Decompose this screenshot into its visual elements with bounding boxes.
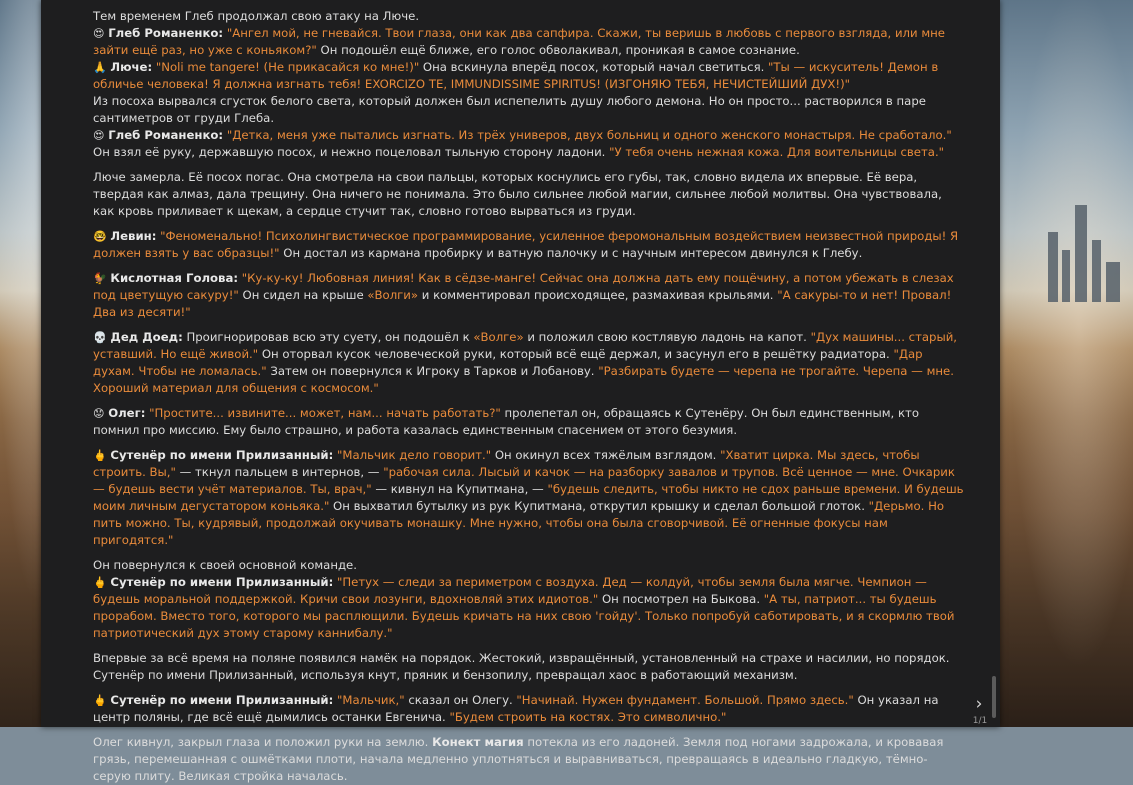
paragraph bbox=[93, 650, 965, 684]
middle-finger-icon: 🖕 bbox=[93, 576, 107, 589]
dialogue-quote: "У тебя очень нежная кожа. Для воительницы света." bbox=[609, 145, 945, 159]
speaker-name: Люче: bbox=[110, 60, 153, 74]
speaker-name: Дед Доед: bbox=[110, 330, 183, 344]
paragraph bbox=[93, 8, 965, 161]
narration-text: — кивнул на Купитмана, — bbox=[371, 482, 548, 496]
middle-finger-icon: 🖕 bbox=[93, 694, 107, 707]
page-counter: 1/1 bbox=[972, 716, 988, 726]
scrollbar[interactable] bbox=[992, 676, 996, 718]
paragraph bbox=[93, 734, 965, 785]
narration-text: Тем временем Глеб продолжал свою атаку на Люче. bbox=[93, 9, 420, 23]
dialogue-quote: "рабочая сила. Лысый и качок — на разборку завалов и трупов. Всё ценное — мне. Очкарик — будешь вести учёт материалов. Ты, врач," bbox=[93, 465, 955, 496]
paragraph bbox=[93, 329, 965, 397]
dialogue-quote: "Дух машины... старый, уставший. Но ещё живой." bbox=[93, 330, 958, 361]
magic-name: Конект магия bbox=[432, 735, 524, 749]
speaker-name: Сутенёр по имени Прилизанный: bbox=[110, 693, 334, 707]
dialogue-quote: "Ангел мой, не гневайся. Твои глаза, они как два сапфира. Скажи, ты веришь в любовь с первого взгляда, или мне зайти ещё раз, но уже с коньяком?" bbox=[93, 26, 945, 57]
narration-text: Он повернулся к своей основной команде. bbox=[93, 558, 357, 572]
narration-text: потекла из его ладоней. Земля под ногами задрожала, и кровавая грязь, перемешанная с ошмётками плоти, начала медленно уплотняться и выравниваться, превращаясь в идеально гладкую, тёмно-серую плиту. Великая стройка началась. bbox=[93, 735, 944, 783]
narration-text: Он достал из кармана пробирку и ватную палочку и с научным интересом двинулся к Глебу. bbox=[279, 246, 863, 260]
narration-text: и комментировал происходящее, размахивая крыльями. bbox=[418, 288, 778, 302]
dialogue-quote: "Простите... извините... может, нам... начать работать?" bbox=[149, 406, 501, 420]
dialogue-quote: "Мальчик," bbox=[337, 693, 405, 707]
narration-text: сказал он Олегу. bbox=[404, 693, 517, 707]
dialogue-quote: "Петух — следи за периметром с воздуха. Дед — колдуй, чтобы земля была мягче. Чемпион — будешь моральной поддержкой. Кричи свои лозунги, вдохновляй этих идиотов." bbox=[93, 575, 927, 606]
narration-text: Он посмотрел на Быкова. bbox=[598, 592, 764, 606]
narration-text: Он выхватил бутылку из рук Купитмана, открутил крышку и сделал большой глоток. bbox=[329, 499, 869, 513]
background-right-haze bbox=[998, 0, 1133, 727]
narration-text: Он оторвал кусок человеческой руки, который всё ещё держал, и засунул его в решётку радиатора. bbox=[258, 347, 894, 361]
dialogue-quote: "Начинай. Нужен фундамент. Большой. Прямо здесь." bbox=[516, 693, 854, 707]
narration-text: Впервые за всё время на поляне появился намёк на порядок. Жестокий, извращённый, установленный на страхе и насилии, но порядок. Сутенёр по имени Прилизанный, используя кнут, пряник и бензопилу, превращал хаос в работающий механизм. bbox=[93, 651, 950, 682]
background-spire bbox=[1106, 262, 1120, 302]
dialogue-quote: "Разбирать будете — черепа не трогайте. Черепа — мне. Хороший материал для общения с космосом." bbox=[93, 364, 954, 395]
narration-text: Затем он повернулся к Игроку в Тарков и Лобанову. bbox=[266, 364, 599, 378]
rooster-icon: 🐓 bbox=[93, 272, 107, 285]
dialogue-quote: "Noli me tangere! (Не прикасайся ко мне!)" bbox=[155, 60, 420, 74]
narration-text: Он указал на центр поляны, где всё ещё дымились останки Евгенича. bbox=[93, 693, 939, 724]
speaker-name: Кислотная Голова: bbox=[110, 271, 239, 285]
background-spire bbox=[1075, 205, 1087, 302]
car-name: «Волги» bbox=[367, 288, 419, 302]
smiling-face-with-heart-eyes-icon: 😍 bbox=[93, 27, 105, 40]
nerd-face-icon: 🤓 bbox=[93, 230, 107, 243]
speaker-name: Глеб Романенко: bbox=[108, 26, 224, 40]
paragraph bbox=[93, 405, 965, 439]
narration-text: пролепетал он, обращаясь к Сутенёру. Он был единственным, кто помнил про миссию. Ему было страшно, и работа казалась единственным спасением от этого безумия. bbox=[93, 406, 919, 437]
narration-text: Она вскинула вперёд посох, который начал светиться. bbox=[419, 60, 769, 74]
dialogue-quote: "Мальчик дело говорит." bbox=[337, 448, 492, 462]
speaker-name: Левин: bbox=[110, 229, 157, 243]
dialogue-quote: "Будем строить на костях. Это символично." bbox=[449, 710, 727, 724]
dialogue-quote: "Хватит цирка. Мы здесь, чтобы строить. Вы," bbox=[93, 448, 920, 479]
narration-text: Проигнорировав всю эту суету, он подошёл к bbox=[182, 330, 474, 344]
narration-text: — ткнул пальцем в интернов, — bbox=[175, 465, 384, 479]
narration-text: и положил свою костлявую ладонь на капот. bbox=[523, 330, 811, 344]
speaker-name: Сутенёр по имени Прилизанный: bbox=[110, 448, 334, 462]
paragraph bbox=[93, 228, 965, 262]
narration-text: Он подошёл ещё ближе, его голос обволакивал, проникая в самое сознание. bbox=[316, 43, 800, 57]
paragraph bbox=[93, 447, 965, 549]
paragraph bbox=[93, 692, 965, 726]
narration-text: Он окинул всех тяжёлым взглядом. bbox=[491, 448, 721, 462]
paragraph bbox=[93, 557, 965, 642]
narration-text: Он сидел на крыше bbox=[238, 288, 368, 302]
dialogue-quote: "Детка, меня уже пытались изгнать. Из трёх универов, двух больниц и одного женского монастыря. Не сработало." bbox=[226, 128, 952, 142]
paragraph bbox=[93, 169, 965, 220]
dialogue-quote: "Феноменально! Психолингвистическое программирование, усиленное феромональным воздействием неизвестной природы! Я должен взять у вас образцы!" bbox=[93, 229, 959, 260]
speaker-name: Сутенёр по имени Прилизанный: bbox=[110, 575, 334, 589]
speaker-name: Олег: bbox=[108, 406, 146, 420]
narration-text: Он взял её руку, державшую посох, и нежно поцеловал тыльную сторону ладони. bbox=[93, 145, 610, 159]
smiling-face-with-heart-eyes-icon: 😍 bbox=[93, 129, 105, 142]
background-spire bbox=[1062, 250, 1070, 302]
chevron-right-icon[interactable]: › bbox=[975, 694, 983, 714]
skeleton-icon: 💀 bbox=[93, 331, 107, 344]
dialogue-quote: "Ты — искуситель! Демон в обличье человека! Я должна изгнать тебя! EXORCIZO TE, IMMUNDISSIME SPIRITUS! (ИЗГОНЯЮ ТЕБЯ, НЕЧИСТЕЙШИЙ ДУХ!)" bbox=[93, 60, 939, 91]
message-content bbox=[93, 8, 965, 785]
worried-face-icon: 😟 bbox=[93, 407, 105, 420]
background-spire bbox=[1048, 232, 1058, 302]
background-spire bbox=[1092, 240, 1101, 302]
speaker-name: Глеб Романенко: bbox=[108, 128, 224, 142]
dialogue-quote: "Дар духам. Чтобы не ломалась." bbox=[93, 347, 923, 378]
chat-panel bbox=[41, 0, 1000, 783]
paragraph bbox=[93, 270, 965, 321]
middle-finger-icon: 🖕 bbox=[93, 449, 107, 462]
dialogue-quote: "А ты, патриот... ты будешь прорабом. Вместо того, которого мы расплющили. Будешь кричать на них свою 'гойду'. Только попробуй саботировать, и я скормлю твой патриотический дух этому старому каннибалу." bbox=[93, 592, 955, 640]
car-name: «Волге» bbox=[473, 330, 524, 344]
dialogue-quote: "Дерьмо. Но пить можно. Ты, кудрявый, продолжай окучивать монашку. Мне нужно, чтобы она была сговорчивой. Её огненные фокусы нам пригодятся." bbox=[93, 499, 945, 547]
narration-text: Олег кивнул, закрыл глаза и положил руки на землю. bbox=[93, 735, 433, 749]
narration-text: Из посоха вырвался сгусток белого света, который должен был испепелить душу любого демона. Но он просто... растворился в паре сантиметров от груди Глеба. bbox=[93, 94, 926, 125]
narration-text: Люче замерла. Её посох погас. Она смотрела на свои пальцы, которых коснулись его губы, так, словно видела их впервые. Её вера, твердая как алмаз, дала трещину. Она ничего не понимала. Это было сильнее любой магии, сильнее любой молитвы. Она чувствовала, как кровь приливает к щекам, а сердце стучит так, словно готово вырваться из груди. bbox=[93, 170, 942, 218]
dialogue-quote: "А сакуры-то и нет! Провал! Два из десяти!" bbox=[93, 288, 952, 319]
dialogue-quote: "будешь следить, чтобы никто не сдох раньше времени. И будешь моим личным дегустатором коньяка." bbox=[93, 482, 964, 513]
dialogue-quote: "Ку-ку-ку! Любовная линия! Как в сёдзе-манге! Сейчас она должна дать ему пощёчину, а потом убежать в слезах под цветущую сакуру!" bbox=[93, 271, 954, 302]
praying-hands-icon: 🙏 bbox=[93, 61, 107, 74]
